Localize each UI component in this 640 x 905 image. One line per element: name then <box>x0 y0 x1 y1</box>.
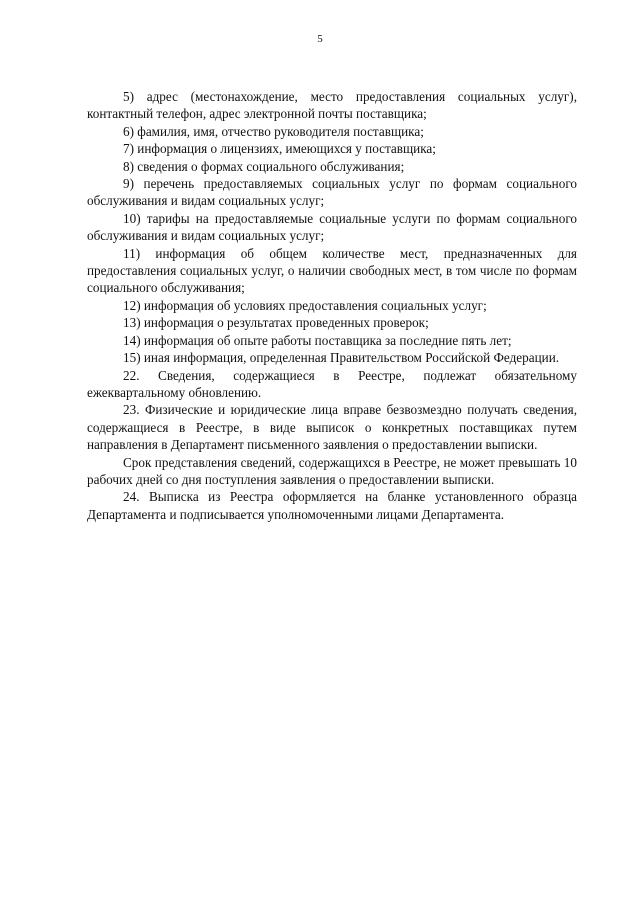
list-item-14: 14) информация об опыте работы поставщика за последние пять лет; <box>123 332 512 348</box>
list-item-8: 8) сведения о формах социального обслуживания; <box>123 158 405 174</box>
page-number: 5 <box>317 33 323 45</box>
clause-24: 24. Выписка из Реестра оформляется на бланке установленного образца Департамента и подписывается уполномоченными лицами Департамента. <box>87 489 577 522</box>
clause-22: 22. Сведения, содержащиеся в Реестре, подлежат обязательному ежеквартальному обновлению. <box>87 367 577 400</box>
list-item-7: 7) информация о лицензиях, имеющихся у поставщика; <box>123 141 436 157</box>
list-item-15: 15) иная информация, определенная Правительством Российской Федерации. <box>123 350 560 366</box>
list-item-5: 5) адрес (местонахождение, место предоставления социальных услуг), контактный телефон, адрес электронной почты поставщика; <box>87 89 577 122</box>
list-item-9: 9) перечень предоставляемых социальных услуг по формам социального обслуживания и видам социальных услуг; <box>87 176 577 209</box>
list-item-13: 13) информация о результатах проведенных проверок; <box>123 315 429 331</box>
document-body <box>87 88 577 523</box>
clause-23-term: Срок представления сведений, содержащихся в Реестре, не может превышать 10 рабочих дней со дня поступления заявления о предоставлении выписки. <box>87 454 577 487</box>
list-item-10: 10) тарифы на предоставляемые социальные услуги по формам социального обслуживания и видам социальных услуг; <box>87 210 577 244</box>
clause-23: 23. Физические и юридические лица вправе безвозмездно получать сведения, содержащиеся в Реестре, в виде выписок о конкретных поставщиках путем направления в Департамент письменного заявления о предоставлении выписки. <box>87 402 577 453</box>
list-item-11: 11) информация об общем количестве мест, предназначенных для предоставления социальных услуг, о наличии свободных мест, в том числе по формам социального обслуживания; <box>87 245 577 296</box>
list-item-6: 6) фамилия, имя, отчество руководителя поставщика; <box>123 123 424 139</box>
list-item-12: 12) информация об условиях предоставления социальных услуг; <box>123 297 487 313</box>
